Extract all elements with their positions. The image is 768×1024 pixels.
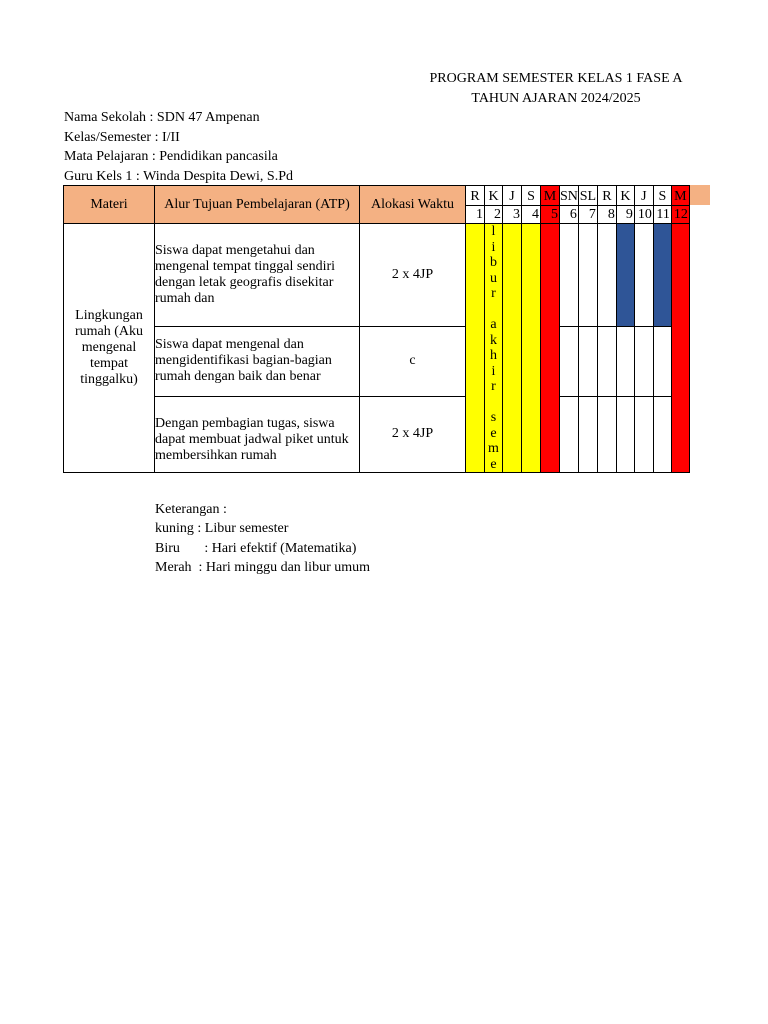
day-letter: J — [503, 186, 522, 206]
atp-cell: Siswa dapat mengetahui dan mengenal tempat tinggal sendiri dengan letak geografis disekitar rumah dan — [155, 224, 360, 327]
efektif-cell — [653, 224, 671, 327]
alokasi-cell: 2 x 4JP — [360, 224, 466, 327]
day-number: 6 — [560, 206, 579, 224]
vertical-label-letter: k — [490, 332, 497, 348]
header-alokasi-waktu: Alokasi Waktu — [360, 186, 466, 224]
calendar-cell — [578, 224, 597, 327]
libur-cell — [522, 224, 541, 473]
calendar-cell — [634, 224, 653, 327]
guru-kelas: Guru Kels 1 : Winda Despita Dewi, S.Pd — [64, 169, 293, 184]
day-number: 10 — [634, 206, 653, 224]
calendar-cell — [616, 396, 634, 472]
vertical-label-letter: r — [491, 379, 496, 394]
calendar-cell — [578, 396, 597, 472]
keterangan-kuning: kuning : Libur semester — [155, 521, 289, 536]
vertical-label-letter: l — [491, 224, 496, 239]
calendar-cell — [653, 326, 671, 396]
day-letter: M — [671, 186, 689, 206]
efektif-cell — [616, 224, 634, 327]
calendar-cell — [578, 326, 597, 396]
calendar-cell — [634, 326, 653, 396]
calendar-cell — [560, 396, 579, 472]
header-atp: Alur Tujuan Pembelajaran (ATP) — [155, 186, 360, 224]
keterangan-title: Keterangan : — [155, 502, 227, 517]
day-letter: SL — [578, 186, 597, 206]
day-letter: S — [522, 186, 541, 206]
vertical-label-letter: m — [488, 441, 499, 456]
title-line-1: PROGRAM SEMESTER KELAS 1 FASE A — [429, 71, 683, 86]
calendar-cell — [560, 326, 579, 396]
vertical-label-letter: i — [491, 363, 496, 379]
minggu-cell — [671, 224, 689, 473]
day-letter: S — [653, 186, 671, 206]
header-materi: Materi — [64, 186, 155, 224]
calendar-cell — [597, 326, 616, 396]
day-number: 3 — [503, 206, 522, 224]
vertical-label — [485, 224, 502, 472]
day-letter: R — [466, 186, 485, 206]
day-number: 8 — [597, 206, 616, 224]
libur-akhir-semester-label — [485, 224, 503, 473]
vertical-label-letter: b — [490, 255, 497, 270]
calendar-cell — [616, 326, 634, 396]
vertical-label-letter — [485, 395, 502, 411]
libur-cell — [503, 224, 522, 473]
calendar-cell — [597, 224, 616, 327]
day-number: 11 — [653, 206, 671, 224]
title-line-2: TAHUN AJARAN 2024/2025 — [471, 91, 641, 106]
atp-cell: Siswa dapat mengenal dan mengidentifikasi bagian-bagian rumah dengan baik dan benar — [155, 326, 360, 396]
day-letter: M — [541, 186, 560, 206]
keterangan-biru: Biru : Hari efektif (Matematika) — [155, 541, 357, 556]
vertical-label-letter: e — [490, 425, 497, 441]
vertical-label-letter: s — [490, 410, 497, 425]
day-letter: R — [597, 186, 616, 206]
vertical-label-letter — [485, 302, 502, 318]
day-letter: J — [634, 186, 653, 206]
nama-sekolah: Nama Sekolah : SDN 47 Ampenan — [64, 110, 260, 125]
day-number: 4 — [522, 206, 541, 224]
day-number: 9 — [616, 206, 634, 224]
atp-cell: Dengan pembagian tugas, siswa dapat membuat jadwal piket untuk membersihkan rumah — [155, 396, 360, 472]
calendar-cell — [634, 396, 653, 472]
calendar-cell — [560, 224, 579, 327]
keterangan-merah: Merah : Hari minggu dan libur umum — [155, 560, 371, 575]
mata-pelajaran: Mata Pelajaran : Pendidikan pancasila — [64, 149, 278, 164]
day-number: 5 — [541, 206, 560, 224]
calendar-cell — [597, 396, 616, 472]
vertical-label-letter: i — [491, 239, 496, 255]
day-number: 7 — [578, 206, 597, 224]
calendar-cell — [653, 396, 671, 472]
kelas-semester: Kelas/Semester : I/II — [64, 130, 180, 145]
vertical-label-letter: e — [490, 456, 497, 472]
vertical-label-letter: a — [490, 317, 497, 332]
day-letter: K — [616, 186, 634, 206]
minggu-cell — [541, 224, 560, 473]
alokasi-cell: c — [360, 326, 466, 396]
program-semester-table — [63, 185, 690, 473]
alokasi-cell: 2 x 4JP — [360, 396, 466, 472]
materi-cell: Lingkungan rumah (Aku mengenal tempat tinggalku) — [64, 224, 155, 473]
vertical-label-letter: u — [490, 270, 497, 286]
day-number: 1 — [466, 206, 485, 224]
day-letter: SN — [560, 186, 579, 206]
day-number: 12 — [671, 206, 689, 224]
day-letter: K — [485, 186, 503, 206]
day-number: 2 — [485, 206, 503, 224]
libur-cell — [466, 224, 485, 473]
vertical-label-letter: h — [490, 348, 497, 363]
vertical-label-letter: r — [491, 286, 496, 301]
